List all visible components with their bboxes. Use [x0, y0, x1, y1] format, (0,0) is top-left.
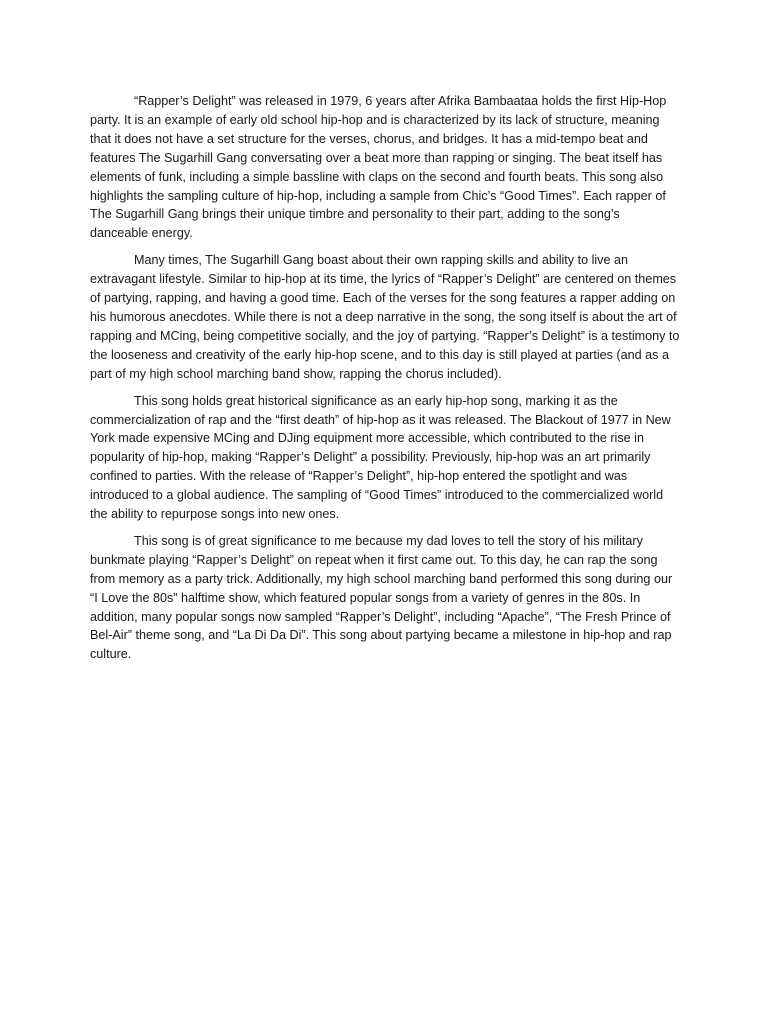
paragraph-personal: This song is of great significance to me because my dad loves to tell the story of his military bunkmate playing “Rapper’s Delight” on repeat when it first came out. To this day, he can rap the song from memory as a party trick. Additionally, my high school marching band performed this song during our “I Love the 80s” halftime show, which featured popular songs from a variety of genres in the 80s. In addition, many popular songs now sampled “Rapper’s Delight”, including “Apache”, “The Fresh Prince of Bel-Air” theme song, and “La Di Da Di”. This song about partying became a milestone in hip-hop and rap culture. — [90, 533, 673, 662]
paragraph-release: “Rapper’s Delight” was released in 1979, 6 years after Afrika Bambaataa holds the first Hip-Hop party. It is an example of early old school hip-hop and is characterized by its lack of structure, meaning that it does not have a set structure for the verses, chorus, and bridges. It has a mid-tempo beat and features The Sugarhill Gang conversating over a beat more than rapping or singing. The beat itself has elements of funk, including a simple bassline with claps on the second and fourth beats. This song also highlights the sampling culture of hip-hop, including a sample from Chic’s “Good Times”. Each rapper of The Sugarhill Gang brings their unique timbre and personality to their part, adding to the song’s danceable energy. — [90, 94, 667, 241]
paragraph-history: This song holds great historical significance as an early hip-hop song, marking it as the commercialization of rap and the “first death” of hip-hop as it was released. The Blackout of 1977 in New York made expensive MCing and DJing equipment more accessible, which contributed to the rise in popularity of hip-hop, making “Rapper’s Delight” a possibility. Previously, hip-hop was an art primarily confined to parties. With the release of “Rapper’s Delight”, hip-hop entered the spotlight and was introduced to a global audience. The sampling of “Good Times” introduced to the commercialized world the ability to repurpose songs into new ones. — [90, 393, 671, 522]
paragraph-lyrics: Many times, The Sugarhill Gang boast about their own rapping skills and ability to live an extravagant lifestyle. Similar to hip-hop at its time, the lyrics of “Rapper’s Delight” are centered on themes of partying, rapping, and having a good time. Each of the verses for the song features a rapper adding on his humorous anecdotes. While there is not a deep narrative in the song, the song itself is about the art of rapping and MCing, being competitive socially, and the joy of partying. “Rapper’s Delight” is a testimony to the looseness and creativity of the early hip-hop scene, and to this day is still played at parties (and as a part of my high school marching band show, rapping the chorus included). — [90, 253, 680, 381]
document-body — [90, 92, 680, 672]
